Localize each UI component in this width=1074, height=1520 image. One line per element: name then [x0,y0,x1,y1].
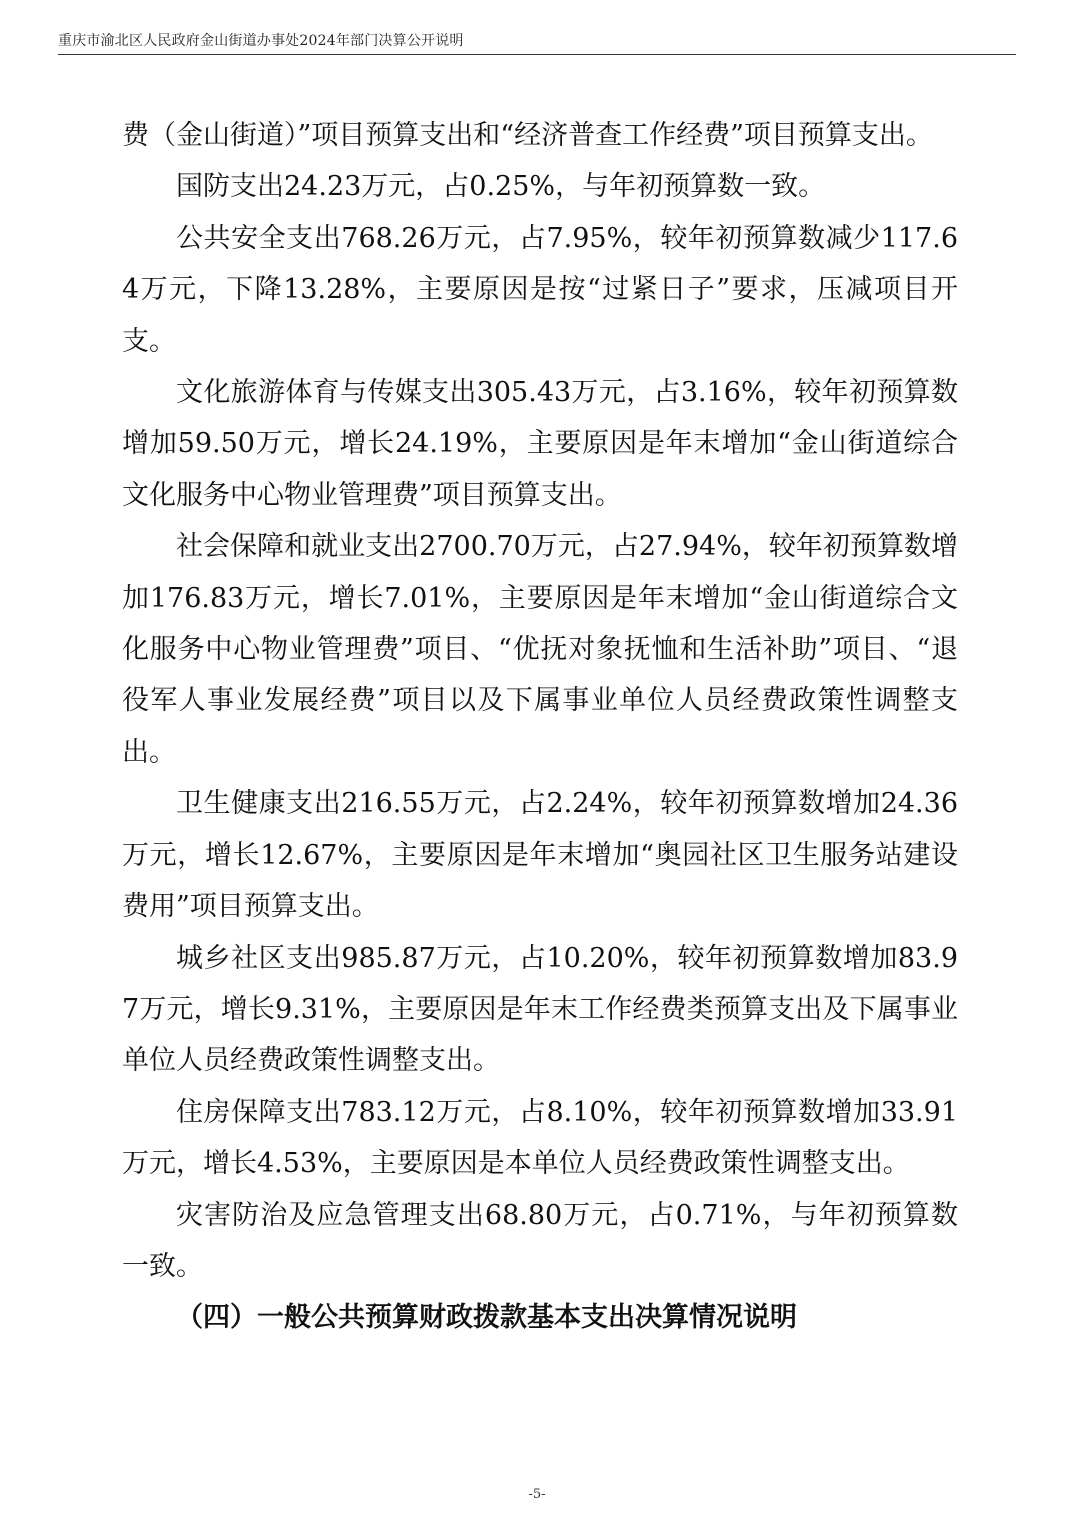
document-body [122,110,958,1344]
section-heading: （四）一般公共预算财政拨款基本支出决算情况说明 [176,1302,797,1334]
page-header-title: 重庆市渝北区人民政府金山街道办事处2024年部门决算公开说明 [58,33,464,49]
paragraph-urban-rural: 城乡社区支出985.87万元，占10.20%，较年初预算数增加83.97万元，增长9.31%，主要原因是年末工作经费类预算支出及下属事业单位人员经费政策性调整支出。 [122,942,958,1077]
paragraph-social-security: 社会保障和就业支出2700.70万元，占27.94%，较年初预算数增加176.83万元，增长7.01%，主要原因是年末增加“金山街道综合文化服务中心物业管理费”项目、“优抚对象抚恤和生活补助”项目、“退役军人事业发展经费”项目以及下属事业单位人员经费政策性调整支出。 [122,531,958,768]
paragraph-disaster-prevention: 灾害防治及应急管理支出68.80万元，占0.71%，与年初预算数一致。 [122,1199,958,1282]
paragraph-public-security: 公共安全支出768.26万元，占7.95%，较年初预算数减少117.64万元，下降13.28%，主要原因是按“过紧日子”要求，压减项目开支。 [122,222,958,357]
paragraph-culture-tourism: 文化旅游体育与传媒支出305.43万元，占3.16%，较年初预算数增加59.50万元，增长24.19%，主要原因是年末增加“金山街道综合文化服务中心物业管理费”项目预算支出。 [122,377,958,511]
paragraph-health: 卫生健康支出216.55万元，占2.24%，较年初预算数增加24.36万元，增长12.67%，主要原因是年末增加“奥园社区卫生服务站建设费用”项目预算支出。 [122,788,958,923]
paragraph-continuation: 费（金山街道）”项目预算支出和“经济普查工作经费”项目预算支出。 [122,120,933,151]
page-number: -5- [528,1487,546,1502]
paragraph-housing: 住房保障支出783.12万元，占8.10%，较年初预算数增加33.91万元，增长4.53%，主要原因是本单位人员经费政策性调整支出。 [122,1096,958,1180]
paragraph-national-defense: 国防支出24.23万元，占0.25%，与年初预算数一致。 [176,171,826,203]
header-divider [58,54,1016,55]
